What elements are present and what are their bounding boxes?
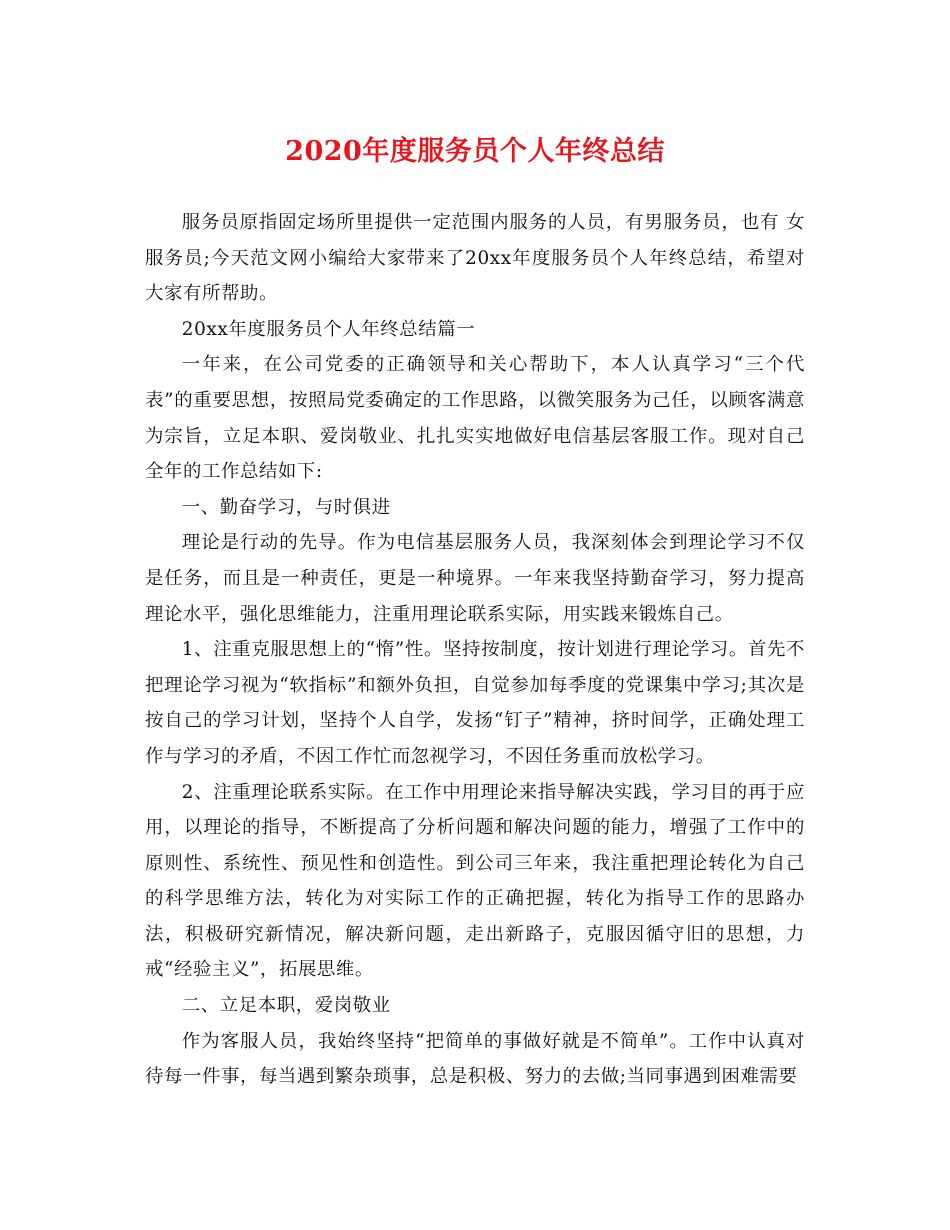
paragraph-theory: 理论是行动的先导。作为电信基层服务人员，我深刻体会到理论学习不仅是任务，而且是一种责任，更是一种境界。一年来我坚持勤奋学习，努力提高理论水平，强化思维能力，注重用理论联系实际，用实践来锻炼自己。 bbox=[145, 532, 805, 625]
paragraph-overview: 一年来，在公司党委的正确领导和关心帮助下，本人认真学习“三个代表”的重要思想，按照局党委确定的工作思路，以微笑服务为己任，以顾客满意为宗旨，立足本职、爱岗敬业、扎扎实实地做好电信基层客服工作。现对自己全年的工作总结如下: bbox=[145, 354, 805, 483]
paragraph-section-title: 20xx年度服务员个人年终总结篇一 bbox=[181, 318, 476, 340]
heading-study: 一、勤奋学习，与时俱进 bbox=[181, 496, 391, 518]
paragraph-service: 作为客服人员，我始终坚持“把简单的事做好就是不简单”。工作中认真对待每一件事，每当遇到繁杂琐事，总是积极、努力的去做;当同事遇到困难需要 bbox=[145, 1030, 805, 1088]
document-body bbox=[145, 205, 805, 1095]
heading-dedication: 二、立足本职，爱岗敬业 bbox=[181, 995, 391, 1017]
paragraph-point-2: 2、注重理论联系实际。在工作中用理论来指导解决实践，学习目的再于应用，以理论的指导，不断提高了分析问题和解决问题的能力，增强了工作中的原则性、系统性、预见性和创造性。到公司三年来，我注重把理论转化为自己的科学思维方法，转化为对实际工作的正确把握，转化为指导工作的思路办法，积极研究新情况，解决新问题，走出新路子，克服因循守旧的思想，力戒“经验主义”，拓展思维。 bbox=[145, 781, 805, 981]
paragraph-point-1: 1、注重克服思想上的“惰”性。坚持按制度，按计划进行理论学习。首先不把理论学习视为“软指标”和额外负担，自觉参加每季度的党课集中学习;其次是按自己的学习计划，坚持个人自学，发扬“钉子”精神，挤时间学，正确处理工作与学习的矛盾，不因工作忙而忽视学习，不因任务重而放松学习。 bbox=[145, 639, 805, 767]
paragraph-intro: 服务员原指固定场所里提供一定范围内服务的人员，有男服务员，也有 女服务员;今天范文网小编给大家带来了20xx年度服务员个人年终总结，希望对大家有所帮助。 bbox=[145, 212, 805, 305]
document-title: 2020年度服务员个人年终总结 bbox=[285, 136, 665, 167]
